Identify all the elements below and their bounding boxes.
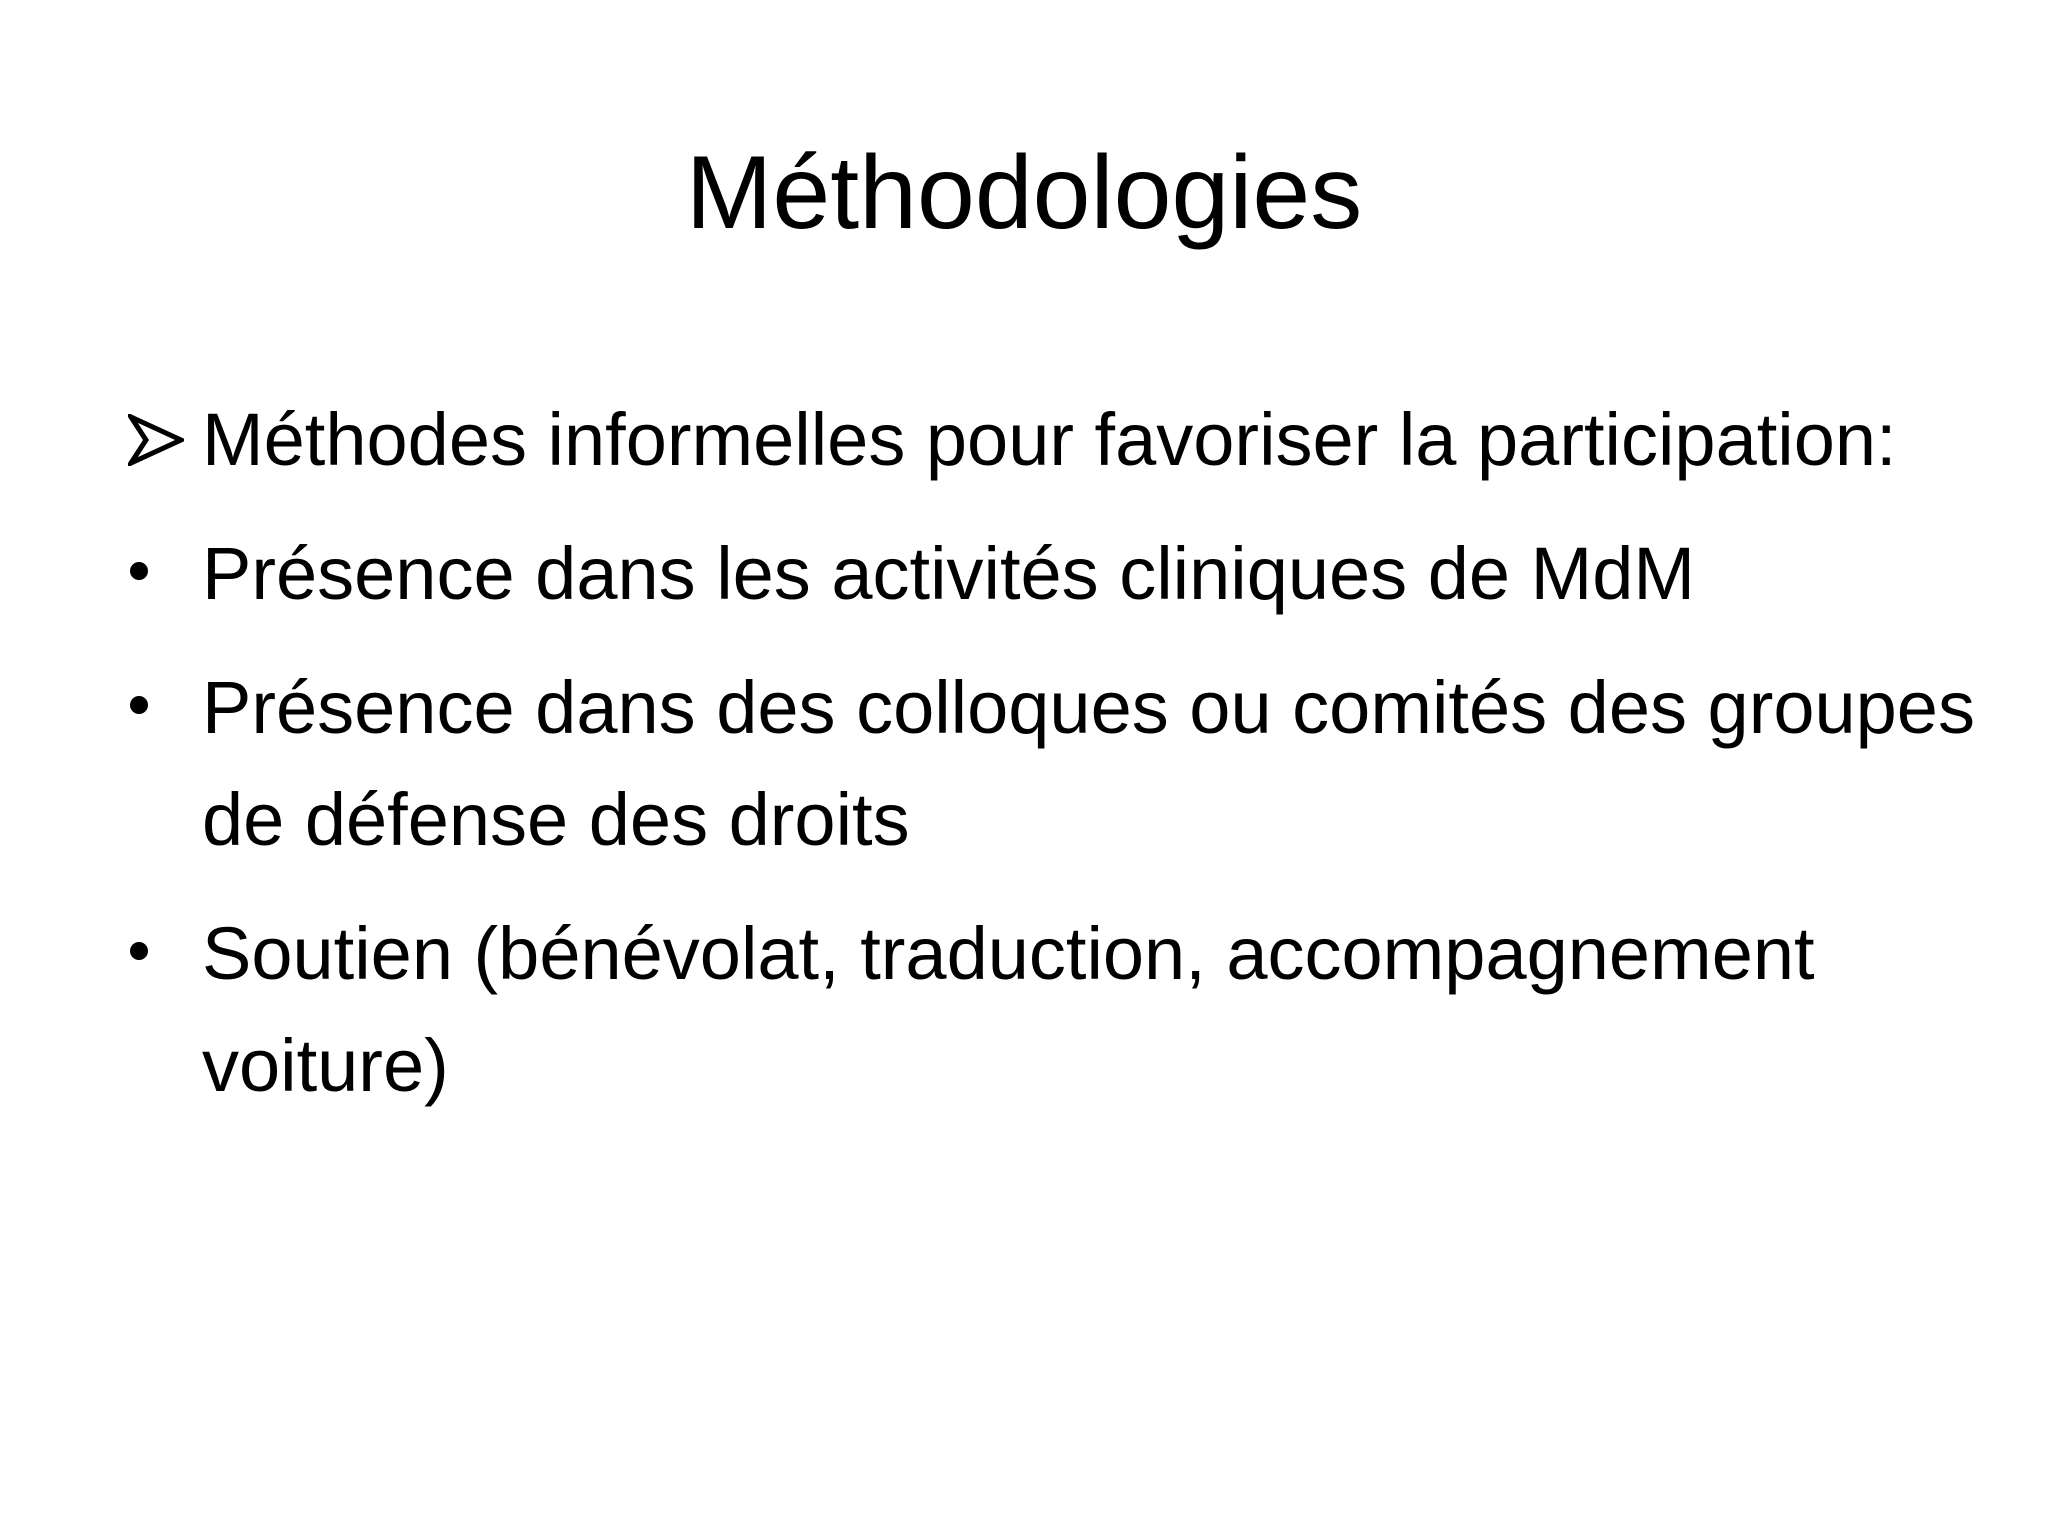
list-item (128, 384, 1988, 496)
arrow-bullet-icon (128, 384, 202, 496)
bullet-icon (128, 518, 202, 630)
list-item (128, 652, 1988, 876)
list-item-text: Méthodes informelles pour favoriser la participation: (202, 398, 1897, 481)
bullet-list (128, 384, 1988, 1122)
list-item (128, 518, 1988, 630)
list-item (128, 898, 1988, 1122)
list-item-text: Présence dans des colloques ou comités des groupes de défense des droits (202, 666, 1975, 861)
bullet-icon (128, 898, 202, 1010)
list-item-text: Présence dans les activités cliniques de MdM (202, 532, 1696, 615)
list-item-text: Soutien (bénévolat, traduction, accompagnement voiture) (202, 912, 1815, 1107)
slide-title: Méthodologies (685, 135, 1363, 251)
bullet-icon (128, 652, 202, 764)
